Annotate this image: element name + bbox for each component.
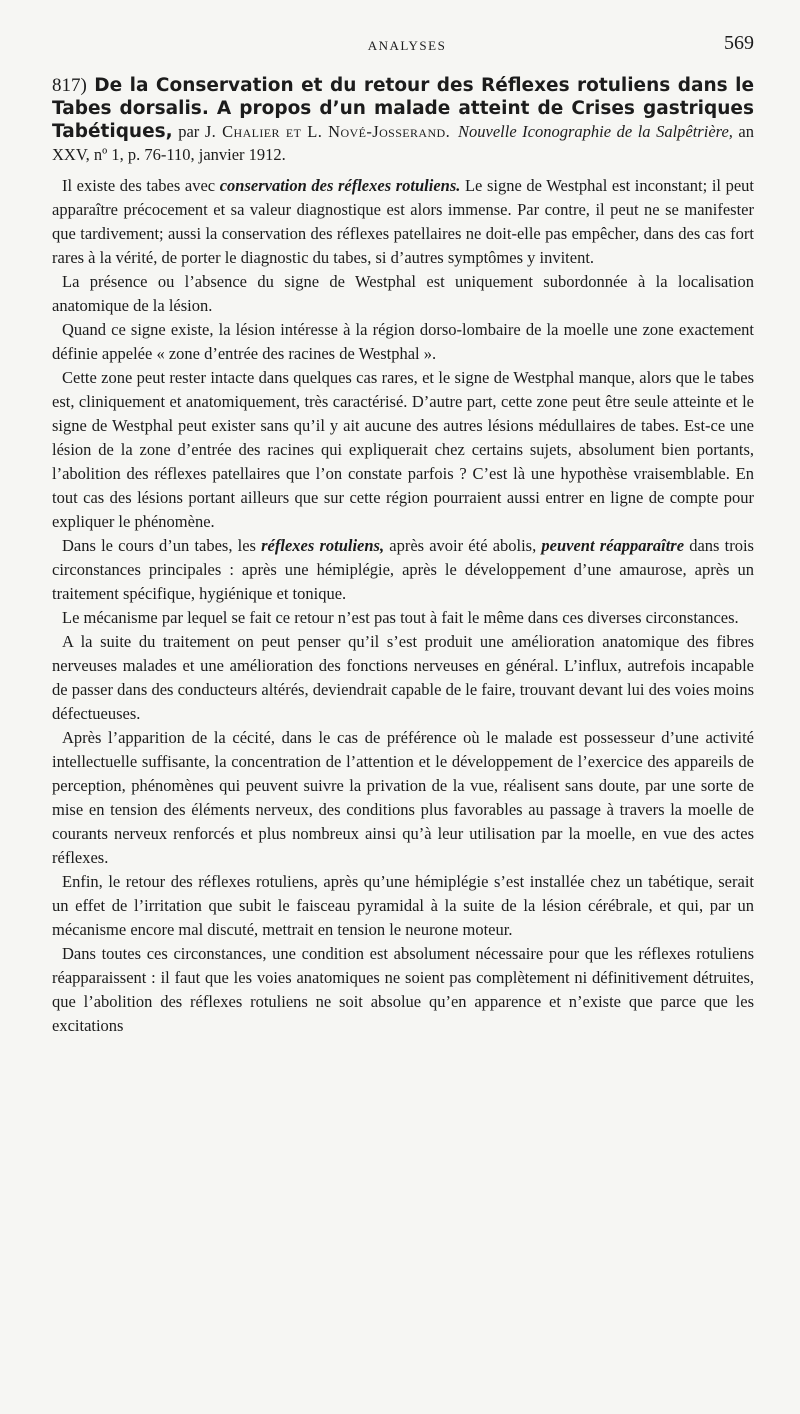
paragraph-text: Après l’apparition de la cécité, dans le cas de préférence où le malade est possesseur d’une activité intellectuelle suffisante, la concentration de l’attention et le développement de l’exercice des appareils de perception, phénomènes qui peuvent suivre la privation de la vue, réalisent sans doute, par une sorte de mise en tension des éléments nerveux, des conditions plus favorables au passage à travers la moelle de courants nerveux renforcés et plus nombreux ainsi qu’à leur utilisation par la moelle, en vue des actes réflexes. [52,728,754,867]
paragraph [52,942,754,1038]
paragraph-text: Dans le cours d’un tabes, les [62,536,262,555]
paragraph [52,726,754,870]
running-head [60,30,754,60]
entry-number: 817) [52,75,87,96]
paragraph-text: dans trois circonstances principales : après une hémiplégie, après le développement d’une amaurose, après un traitement spécifique, hygiénique et tonique. [52,536,754,603]
emphasis-text: conservation des réflexes rotuliens. [219,176,461,195]
paragraph-text: Cette zone peut rester intacte dans quelques cas rares, et le signe de Westphal manque, alors que le tabes est, cliniquement et anatomiquement, très caractérisé. D’autre part, cette zone peut être seule atteinte et le signe de Westphal peut exister sans qu’il y ait aucune des autres lésions médullaires de tabes. Est-ce une lésion de la zone d’entrée des racines qui expliquerait chez certains sujets, absolument bien portants, l’abolition des réflexes patellaires que l’on constate parfois ? C’est là une hypothèse vraisemblable. En tout cas des lésions portant ailleurs que sur cette région pourraient aussi entrer en ligne de compte pour expliquer le phénomène. [52,368,754,531]
paragraph [52,630,754,726]
entry-citation: an XXV, nº 1, p. 76-110, janvier 1912. [52,122,755,164]
paragraph-text: Le signe de Westphal est inconstant; il peut apparaître précocement et sa valeur diagnostique est alors immense. Par contre, il peut ne se manifester que tardivement; aussi la conservation des réflexes patellaires ne doit-elle pas empêcher, dans des cas fort rares à la vérité, de porter le diagnostic du tabes, si d’autres symptômes y invitent. [52,176,754,267]
paragraph-text: La présence ou l’absence du signe de Westphal est uniquement subordonnée à la localisation anatomique de la lésion. [52,272,754,315]
paragraph-text: Le mécanisme par lequel se fait ce retour n’est pas tout à fait le même dans ces diverses circonstances. [62,608,739,627]
entry-journal: Nouvelle Iconographie de la Salpêtrière, [458,122,733,141]
emphasis-text: peuvent réapparaître [541,536,685,555]
paragraph [52,366,754,534]
paragraph [52,174,754,270]
entry-title-block [52,74,754,166]
entry-by: par [172,122,205,141]
page-number: 569 [724,32,754,54]
paragraph-text: A la suite du traitement on peut penser qu’il s’est produit une amélioration anatomique des fibres nerveuses malades et une amélioration des fonctions nerveuses en général. L’influx, autrefois incapable de passer dans des conducteurs altérés, deviendrait capable de le faire, trouvant devant lui des voies moins défectueuses. [52,632,754,723]
running-title: ANALYSES [367,38,447,53]
entry-authors: J. Chalier et L. Nové-Josserand. [204,122,451,141]
paragraph [52,270,754,318]
paragraph [52,870,754,942]
paragraph-text: Quand ce signe existe, la lésion intéresse à la région dorso-lombaire de la moelle une zone exactement définie appelée « zone d’entrée des racines de Westphal ». [52,320,754,363]
paragraph [52,318,754,366]
paragraph [52,606,754,630]
paragraph-text: après avoir été abolis, [384,536,542,555]
paragraph-text: Enfin, le retour des réflexes rotuliens, après qu’une hémiplégie s’est installée chez un tabétique, serait un effet de l’irritation que subit le faisceau pyramidal à la suite de la lésion cérébrale, et qui, par un mécanisme encore mal discuté, mettrait en tension le neurone moteur. [52,872,754,939]
emphasis-text: réflexes rotuliens, [261,536,385,555]
page-content [52,74,754,1038]
paragraph-text: Il existe des tabes avec [62,176,220,195]
entry-title: De la Conservation et du retour des Réflexes rotuliens dans le Tabes dorsalis. A propos d’un malade atteint de Crises gastriques Tabétiques, [52,75,754,142]
paragraph [52,534,754,606]
paragraph-text: Dans toutes ces circonstances, une condition est absolument nécessaire pour que les réflexes rotuliens réapparaissent : il faut que les voies anatomiques ne soient pas complètement ni définitivement détruites, que l’abolition des réflexes rotuliens ne soit absolue qu’en apparence et n’existe que parce que les excitations [52,944,754,1035]
abstract-body [52,174,754,1038]
